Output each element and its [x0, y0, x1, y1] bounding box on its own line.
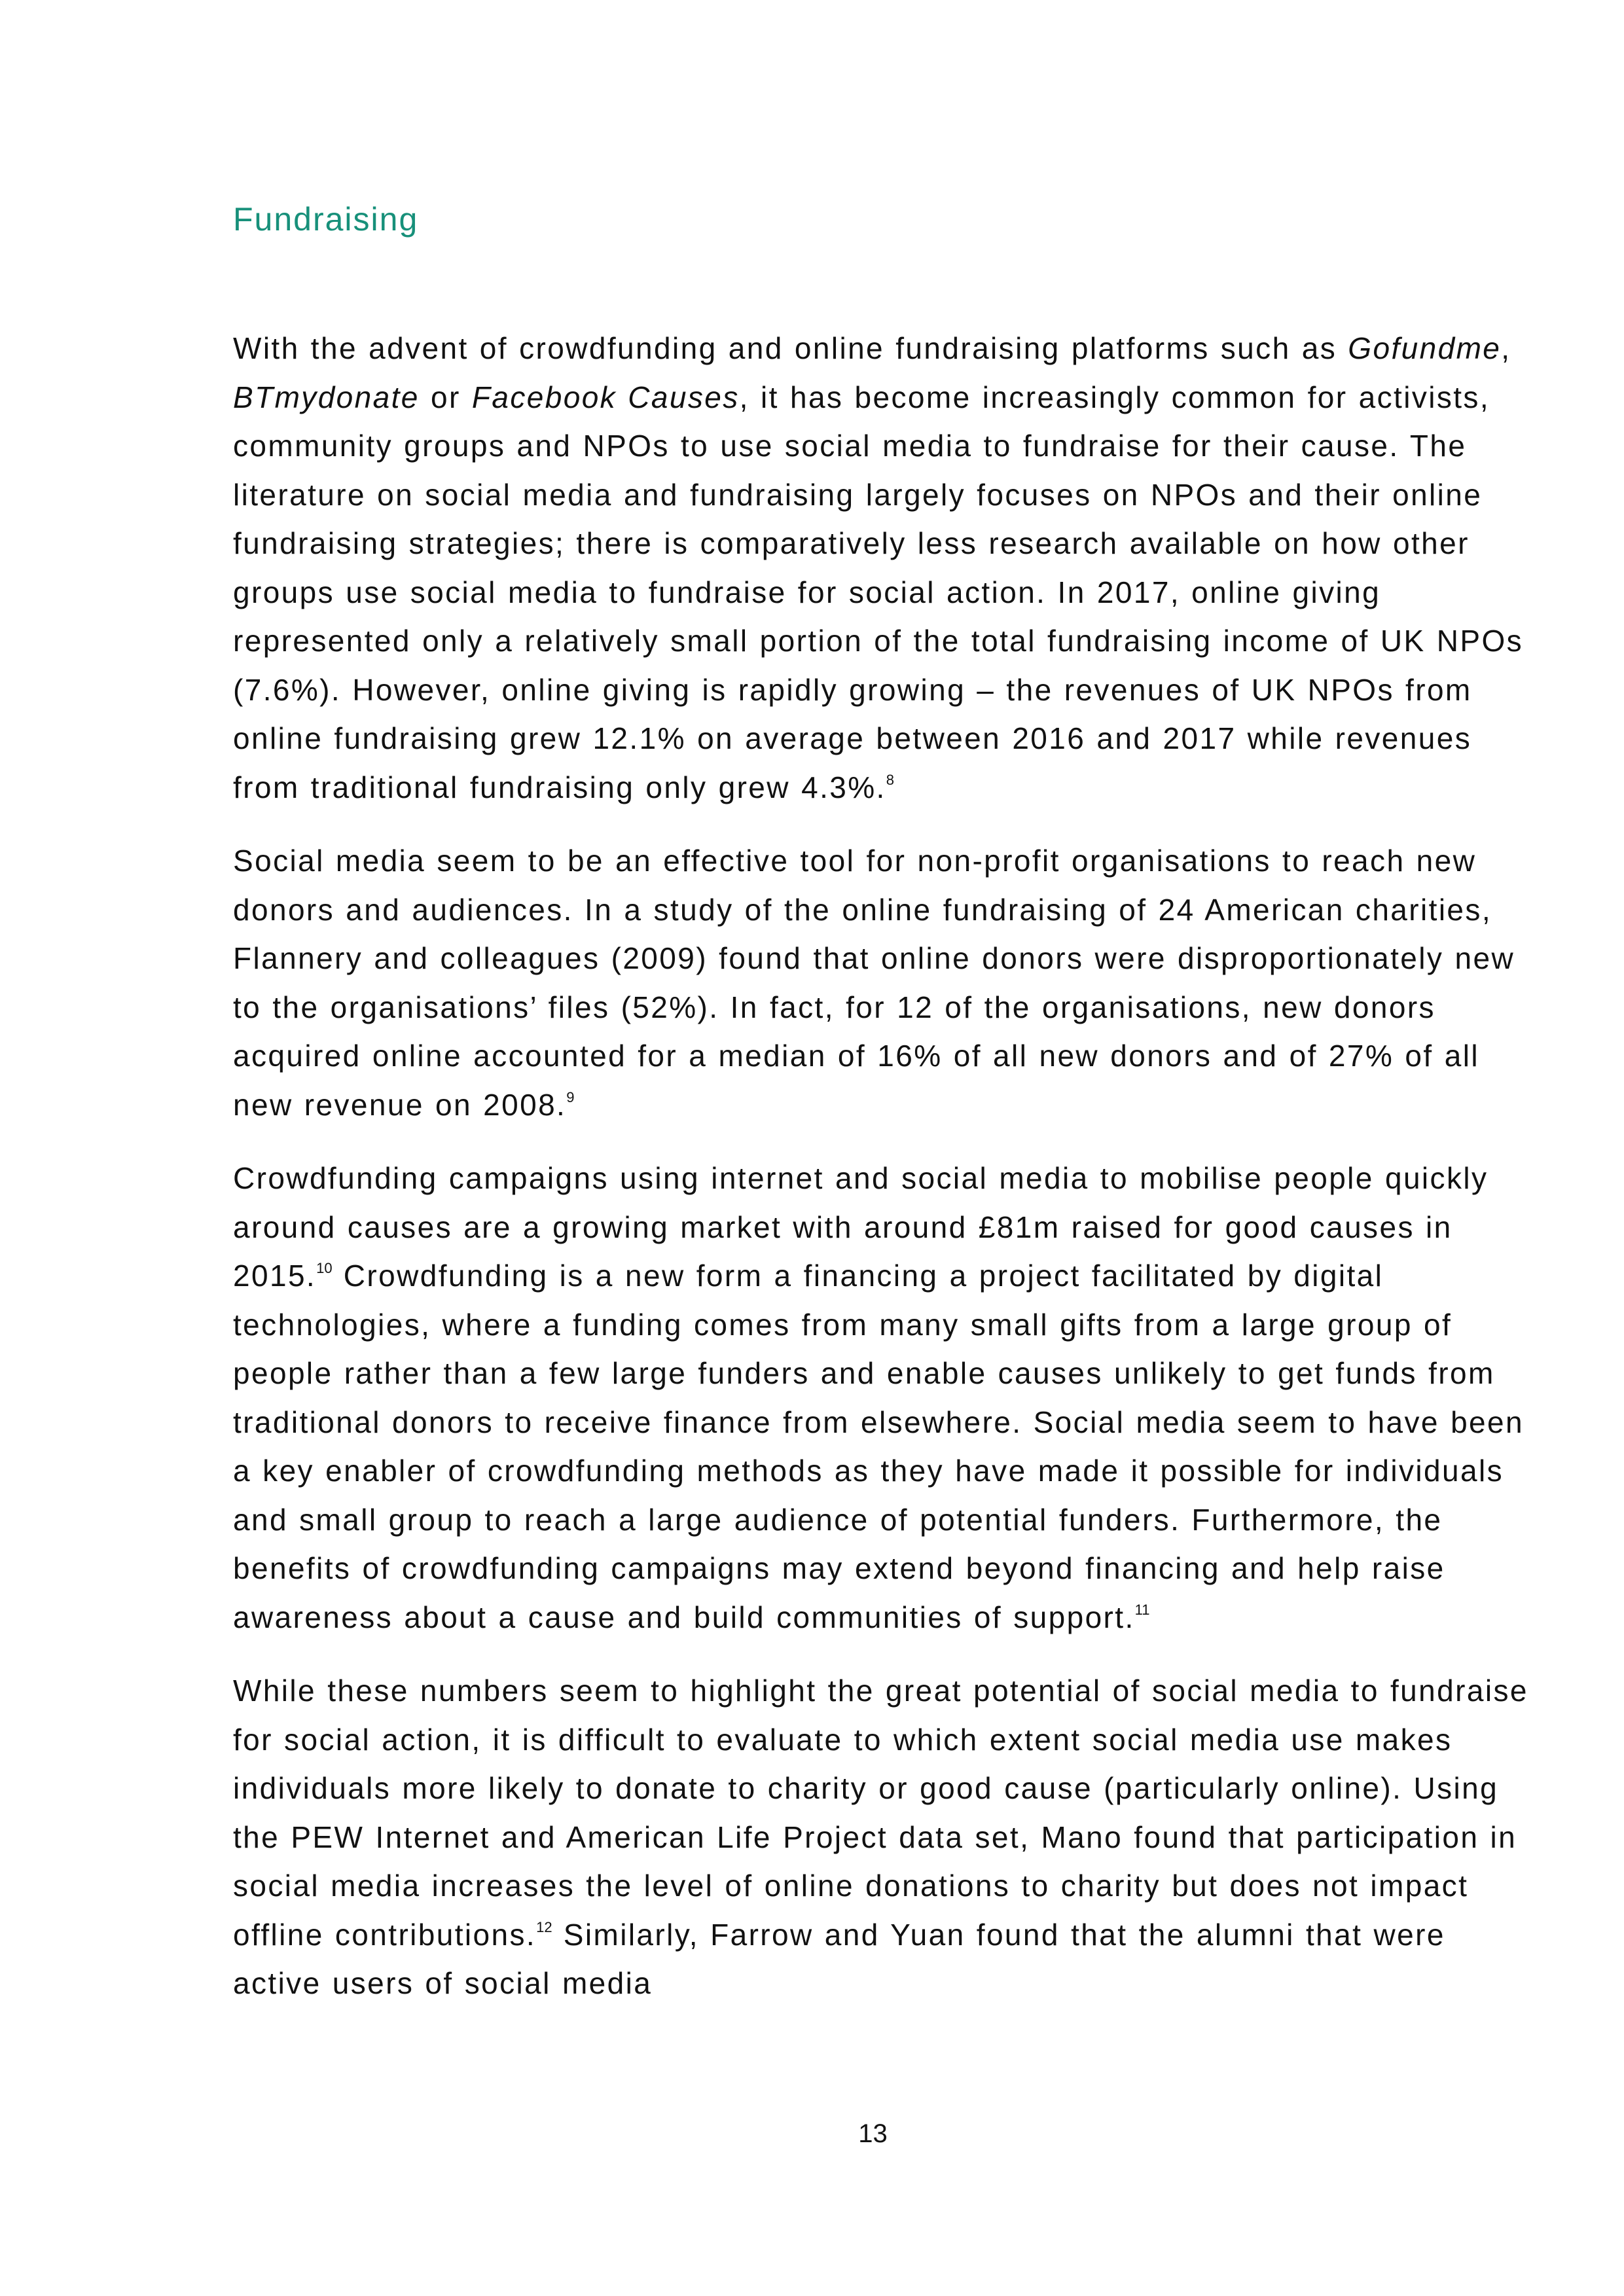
platform-name-facebook-causes: Facebook Causes	[471, 380, 740, 414]
body-text	[233, 324, 1542, 2033]
paragraph-1-text-a: With the advent of crowdfunding and online fundraising platforms such as	[233, 331, 1348, 365]
footnote-ref-8: 8	[886, 771, 894, 788]
paragraph-2-text: Social media seem to be an effective tool for non-profit organisations to reach new donors and audiences. In a study of the online fundraising of 24 American charities, Flannery and colleagues (2009) found that online donors were disproportionately new to the organisations’ files (52%). In fact, for 12 of the organisations, new donors acquired online accounted for a median of 16% of all new donors and of 27% of all new revenue on 2008.	[233, 844, 1515, 1122]
platform-name-gofundme: Gofundme	[1348, 331, 1502, 365]
paragraph-1-text-c: or	[419, 380, 472, 414]
section-heading: Fundraising	[233, 201, 419, 238]
paragraph-4	[233, 1666, 1542, 2008]
paragraph-4-text-b: Similarly, Farrow and Yuan found that the alumni that were active users of social media	[233, 1917, 1445, 2000]
page-number: 13	[858, 2119, 888, 2148]
paragraph-2	[233, 836, 1542, 1129]
paragraph-1-text-d: , it has become increasingly common for activists, community groups and NPOs to use social media to fundraise for their cause. The literature on social media and fundraising largely focuses on NPOs and their online fundraising strategies; there is comparatively less research available on how other groups use social media to fundraise for social action. In 2017, online giving represented only a relatively small portion of the total fundraising income of UK NPOs (7.6%). However, online giving is rapidly growing – the revenues of UK NPOs from online fundraising grew 12.1% on average between 2016 and 2017 while revenues from traditional fundraising only grew 4.3%.	[233, 380, 1524, 804]
footnote-ref-12: 12	[536, 1918, 552, 1935]
paragraph-4-text-a: While these numbers seem to highlight the great potential of social media to fundraise for social action, it is difficult to evaluate to which extent social media use makes individuals more likely to donate to charity or good cause (particularly online). Using the PEW Internet and American Life Project data set, Mano found that participation in social media increases the level of online donations to charity but does not impact offline contributions.	[233, 1674, 1528, 1952]
paragraph-3-text-a: Crowdfunding campaigns using internet and social media to mobilise people quickly around causes are a growing market with around £81m raised for good causes in 2015.	[233, 1161, 1489, 1293]
paragraph-1-text-b: ,	[1501, 331, 1511, 365]
paragraph-1	[233, 324, 1542, 812]
platform-name-btmydonate: BTmydonate	[233, 380, 420, 414]
paragraph-3-text-b: Crowdfunding is a new form a financing a project facilitated by digital technologies, where a funding comes from many small gifts from a large group of people rather than a few large funders and enable causes unlikely to get funds from traditional donors to receive finance from elsewhere. Social media seem to have been a key enabler of crowdfunding methods as they have made it possible for individuals and small group to reach a large audience of potential funders. Furthermore, the benefits of crowdfunding campaigns may extend beyond financing and help raise awareness about a cause and build communities of support.	[233, 1259, 1525, 1634]
paragraph-3	[233, 1154, 1542, 1641]
footnote-ref-11: 11	[1134, 1601, 1150, 1618]
footnote-ref-9: 9	[566, 1088, 575, 1105]
footnote-ref-10: 10	[316, 1260, 333, 1276]
